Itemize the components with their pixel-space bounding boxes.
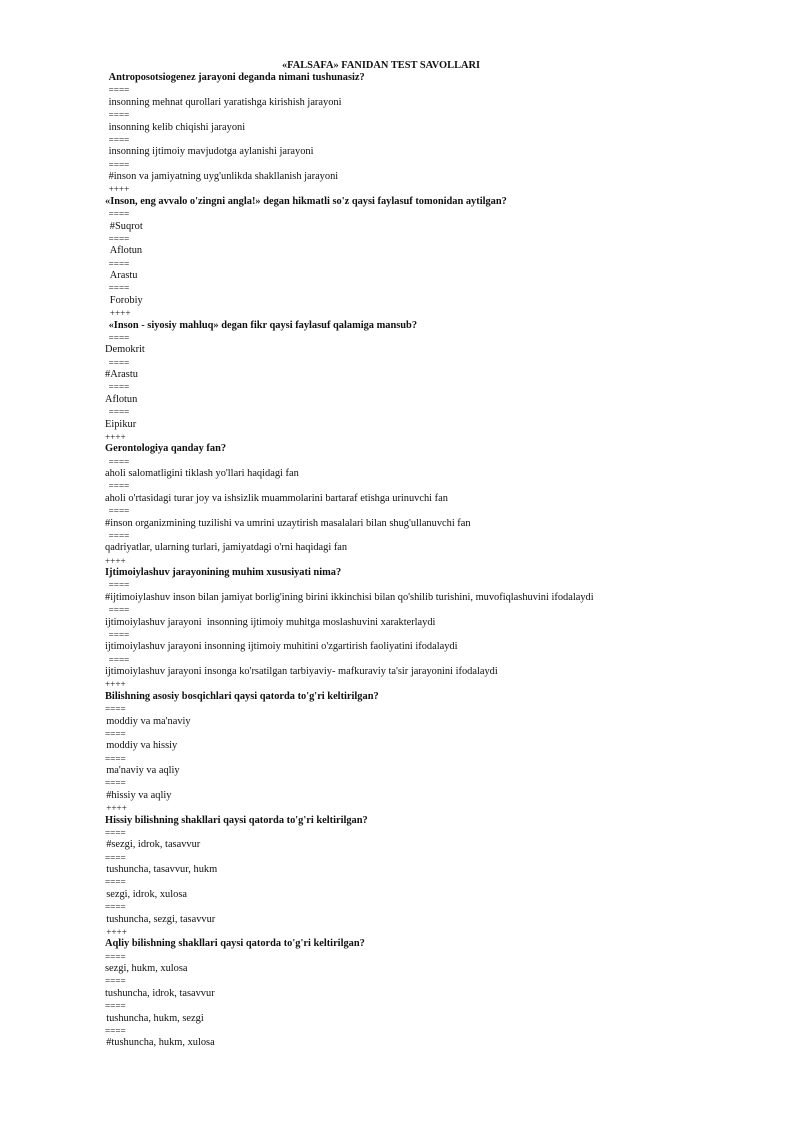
separator-marker: ++++	[106, 803, 127, 814]
question-text: Aqliy bilishning shakllari qaysi qatorda to'g'ri keltirilgan?	[105, 938, 365, 950]
separator-marker: ====	[108, 110, 130, 121]
answer-option: aholi o'rtasidagi turar joy va ishsizlik muammolarini bartaraf etishga urinuvchi fan	[105, 492, 448, 504]
separator-marker: ====	[108, 209, 130, 220]
question-text: Hissiy bilishning shakllari qaysi qatorda to'g'ri keltirilgan?	[105, 814, 368, 826]
separator-marker: ====	[105, 902, 126, 913]
answer-option: moddiy va hissiy	[106, 740, 178, 752]
answer-option: Aflotun	[109, 245, 143, 257]
answer-option: #hissiy va aqliy	[106, 789, 172, 801]
separator-marker: ====	[108, 605, 130, 616]
answer-option: Arastu	[109, 270, 138, 281]
answer-option: ma'naviy va aqliy	[106, 765, 180, 776]
separator-marker: ====	[108, 283, 130, 294]
separator-marker: ====	[105, 728, 126, 739]
separator-marker: ====	[105, 753, 126, 764]
separator-marker: ====	[108, 159, 130, 170]
answer-option: #ijtimoiylashuv inson bilan jamiyat borlig'ining birini ikkinchisi bilan qo'shilib turishini, muvofiqlashuvini ifodalaydi	[105, 591, 594, 603]
answer-option: sezgi, idrok, xulosa	[106, 888, 187, 900]
answer-option: insonning ijtimoiy mavjudotga aylanishi jarayoni	[108, 146, 314, 158]
separator-marker: ====	[108, 506, 130, 517]
answer-option: qadriyatlar, ularning turlari, jamiyatdagi o'rni haqidagi fan	[105, 542, 348, 554]
separator-marker: ====	[108, 580, 130, 591]
separator-marker: ====	[108, 654, 130, 665]
answer-option: #inson organizmining tuzilishi va umrini uzaytirish masalalari bilan shug'ullanuvchi fan	[105, 517, 471, 529]
question-text: «Inson, eng avvalo o'zingni angla!» degan hikmatli so'z qaysi faylasuf tomonidan aytilgan?	[105, 195, 507, 207]
answer-option: sezgi, hukm, xulosa	[105, 963, 188, 974]
answer-option: Aflotun	[105, 393, 138, 405]
answer-option: Forobiy	[109, 294, 143, 306]
answer-option: ijtimoiylashuv jarayoni insonning ijtimoiy muhitini o'zgartirish faoliyatini ifodalaydi	[105, 641, 458, 653]
question-text: «Inson - siyosiy mahluq» degan fikr qaysi faylasuf qalamiga mansub?	[108, 319, 418, 331]
separator-marker: ====	[108, 258, 130, 269]
separator-marker: ====	[108, 481, 130, 492]
separator-marker: ====	[108, 382, 130, 393]
separator-marker: ++++	[108, 184, 130, 195]
question-text: Bilishning asosiy bosqichlari qaysi qatorda to'g'ri keltirilgan?	[105, 690, 379, 702]
answer-option: insonning mehnat qurollari yaratishga kirishish jarayoni	[108, 96, 342, 108]
answer-option: #Arastu	[105, 369, 138, 380]
document-title: «FALSAFA» FANIDAN TEST SAVOLLARI	[281, 60, 481, 71]
separator-marker: ++++	[106, 926, 127, 937]
answer-option: #sezgi, idrok, tasavvur	[106, 839, 201, 851]
question-text: Gerontologiya qanday fan?	[105, 443, 227, 455]
separator-marker: ====	[108, 134, 130, 145]
separator-marker: ====	[108, 530, 130, 541]
answer-option: tushuncha, hukm, sezgi	[106, 1012, 204, 1024]
separator-marker: ++++	[105, 555, 126, 566]
answer-option: Demokrit	[105, 344, 145, 356]
separator-marker: ====	[105, 778, 126, 789]
separator-marker: ====	[108, 233, 130, 244]
separator-marker: ====	[105, 827, 126, 838]
separator-marker: ====	[108, 629, 130, 640]
question-text: Antroposotsiogenez jarayoni deganda nimani tushunasiz?	[108, 72, 365, 83]
separator-marker: ====	[105, 976, 126, 987]
answer-option: aholi salomatligini tiklash yo'llari haqidagi fan	[105, 468, 299, 479]
separator-marker: ====	[108, 407, 130, 418]
separator-marker: ++++	[105, 679, 126, 690]
separator-marker: ====	[105, 951, 126, 962]
answer-option: tushuncha, idrok, tasavvur	[105, 987, 215, 999]
answer-option: moddiy va ma'naviy	[106, 715, 191, 727]
separator-marker: ====	[105, 852, 126, 863]
answer-option: insonning kelib chiqishi jarayoni	[108, 121, 246, 133]
separator-marker: ====	[105, 877, 126, 888]
separator-marker: ====	[108, 85, 130, 96]
question-text: Ijtimoiylashuv jarayonining muhim xususiyati nima?	[105, 567, 342, 578]
answer-option: #inson va jamiyatning uyg'unlikda shakllanish jarayoni	[108, 171, 339, 182]
answer-option: #tushuncha, hukm, xulosa	[106, 1037, 215, 1049]
answer-option: ijtimoiylashuv jarayoni insonning ijtimoiy muhitga moslashuvini xarakterlaydi	[105, 616, 436, 628]
answer-option: tushuncha, tasavvur, hukm	[106, 864, 218, 875]
separator-marker: ====	[105, 1001, 126, 1012]
separator-marker: ====	[108, 456, 130, 467]
answer-option: Eipikur	[105, 418, 137, 430]
answer-option: tushuncha, sezgi, tasavvur	[106, 913, 216, 925]
separator-marker: ====	[108, 357, 130, 368]
separator-marker: ====	[108, 332, 130, 343]
separator-marker: ====	[105, 704, 126, 715]
answer-option: ijtimoiylashuv jarayoni insonga ko'rsatilgan tarbiyaviy- mafkuraviy ta'sir jarayonini ifodalaydi	[105, 666, 498, 677]
separator-marker: ++++	[109, 308, 131, 319]
separator-marker: ====	[105, 1025, 126, 1036]
separator-marker: ++++	[105, 431, 126, 442]
answer-option: #Suqrot	[109, 220, 143, 232]
